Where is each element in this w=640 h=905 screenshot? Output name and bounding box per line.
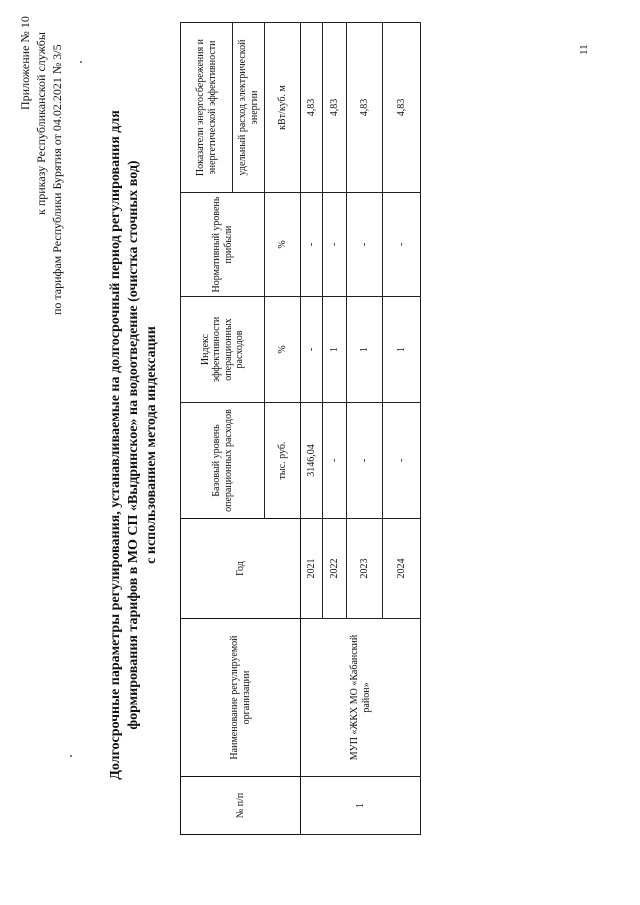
cell-energy: 4,83 — [347, 23, 383, 193]
appendix-line-2: к приказу Республиканской службы — [34, 32, 48, 215]
cell-profit: - — [347, 193, 383, 297]
org-name: МУП «ЖКХ МО «Кабанский район» — [301, 619, 421, 777]
cell-base: - — [383, 403, 421, 519]
cell-energy: 4,83 — [301, 23, 323, 193]
header-year: Год — [181, 519, 301, 619]
cell-year: 2023 — [347, 519, 383, 619]
unit-index: % — [265, 297, 301, 403]
scan-dot — [70, 755, 72, 757]
header-index: Индекс эффективности операционных расходов — [181, 297, 265, 403]
header-profit: Нормативный уровень прибыли — [181, 193, 265, 297]
header-org: Наименование регулируемой организации — [181, 619, 301, 777]
unit-profit: % — [265, 193, 301, 297]
header-energy-sub: удельный расход электрической энергии — [233, 23, 265, 193]
appendix-line-3: по тарифам Республики Бурятия от 04.02.2021 № 3/5 — [50, 44, 64, 315]
cell-index: 1 — [323, 297, 347, 403]
cell-energy: 4,83 — [323, 23, 347, 193]
cell-index: - — [301, 297, 323, 403]
cell-base: - — [347, 403, 383, 519]
title-line-3: с использованием метода индексации — [144, 326, 159, 564]
cell-year: 2024 — [383, 519, 421, 619]
cell-base: - — [323, 403, 347, 519]
cell-index: 1 — [383, 297, 421, 403]
page-number: 11 — [578, 44, 590, 55]
row-number: 1 — [301, 777, 421, 835]
header-base: Базовый уровень операционных расходов — [181, 403, 265, 519]
table-row — [301, 23, 323, 835]
unit-base: тыс. руб. — [265, 403, 301, 519]
cell-profit: - — [383, 193, 421, 297]
cell-base: 3146,04 — [301, 403, 323, 519]
appendix-line-1: Приложение № 10 — [18, 16, 32, 110]
parameters-table — [180, 22, 421, 835]
scan-dot — [80, 61, 82, 63]
cell-year: 2021 — [301, 519, 323, 619]
header-energy: Показатели энергосбережения и энергетической эффективности — [181, 23, 233, 193]
cell-energy: 4,83 — [383, 23, 421, 193]
title-line-1: Долгосрочные параметры регулирования, устанавливаемые на долгосрочный период регулирования для — [108, 110, 123, 780]
unit-energy: кВт/куб. м — [265, 23, 301, 193]
cell-profit: - — [301, 193, 323, 297]
cell-year: 2022 — [323, 519, 347, 619]
header-num: № п/п — [181, 777, 301, 835]
cell-profit: - — [323, 193, 347, 297]
title-line-2: формирования тарифов в МО СП «Выдринское» на водоотведение (очистка сточных вод) — [126, 160, 141, 730]
cell-index: 1 — [347, 297, 383, 403]
